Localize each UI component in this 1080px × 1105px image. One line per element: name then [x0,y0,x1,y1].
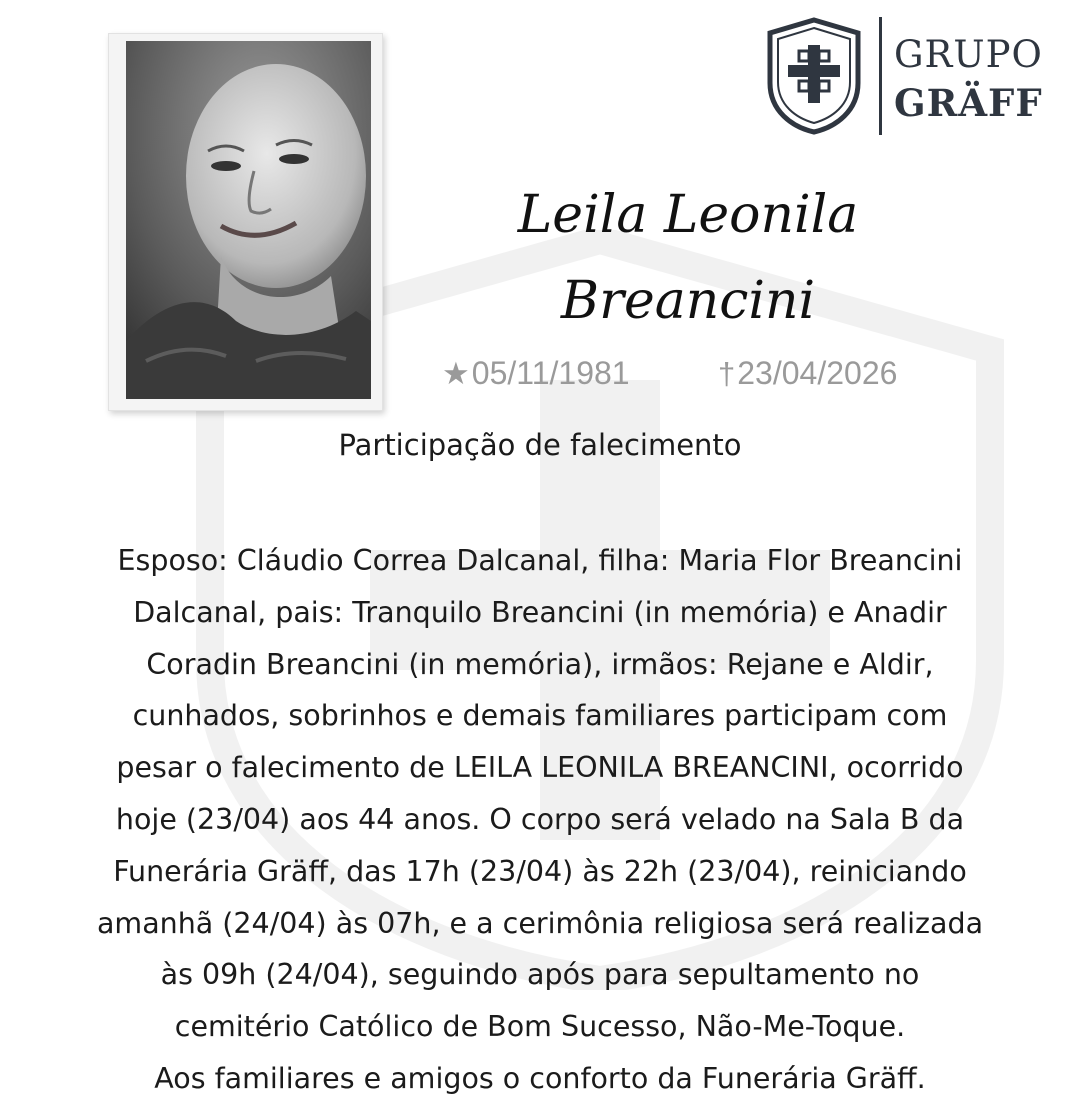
birth-date [442,355,630,392]
birth-date-value: 05/11/1981 [471,355,630,391]
notice-line: cemitério Católico de Bom Sucesso, Não-Me-Toque. [174,1010,906,1044]
notice-line: Esposo: Cláudio Correa Dalcanal, filha: Maria Flor Breancini [117,544,963,577]
portrait-illustration [126,41,371,399]
cross-icon: † [718,356,736,391]
deceased-name [438,172,938,344]
notice-line: amanhã (24/04) às 07h, e a cerimônia religiosa será realizada [96,906,984,940]
notice-line: Dalcanal, pais: Tranquilo Breancini (in memória) e Anadir [133,595,947,629]
death-date-value: 23/04/2026 [737,355,898,391]
notice-body [20,535,1060,1105]
deceased-name-line1: Leila Leonila [517,185,859,245]
logo-text-graff: GRÄFF [894,81,1043,125]
logo-text-grupo: GRUPO [894,33,1043,76]
deceased-name-line2: Breancini [560,271,816,331]
notice-line: cunhados, sobrinhos e demais familiares participam com [132,699,948,733]
shield-cross-icon [766,17,862,135]
notice-heading: Participação de falecimento [338,428,742,462]
logo-divider [879,17,882,135]
notice-line: às 09h (24/04), seguindo após para sepultamento no [160,958,920,992]
notice-line: hoje (23/04) aos 44 anos. O corpo será velado na Sala B da [115,802,965,836]
notice-line: pesar o falecimento de LEILA LEONILA BREANCINI, ocorrido [116,751,964,785]
death-date [718,355,897,392]
brand-logo [766,17,1041,137]
star-icon: ★ [442,356,470,391]
portrait-frame [108,33,383,411]
portrait-photo [126,41,371,399]
notice-line: Funerária Gräff, das 17h (23/04) às 22h (23/04), reiniciando [113,854,967,888]
life-dates [438,355,958,405]
notice-line: Aos familiares e amigos o conforto da Funerária Gräff. [154,1061,926,1095]
notice-line: Coradin Breancini (in memória), irmãos: Rejane e Aldir, [146,647,934,681]
